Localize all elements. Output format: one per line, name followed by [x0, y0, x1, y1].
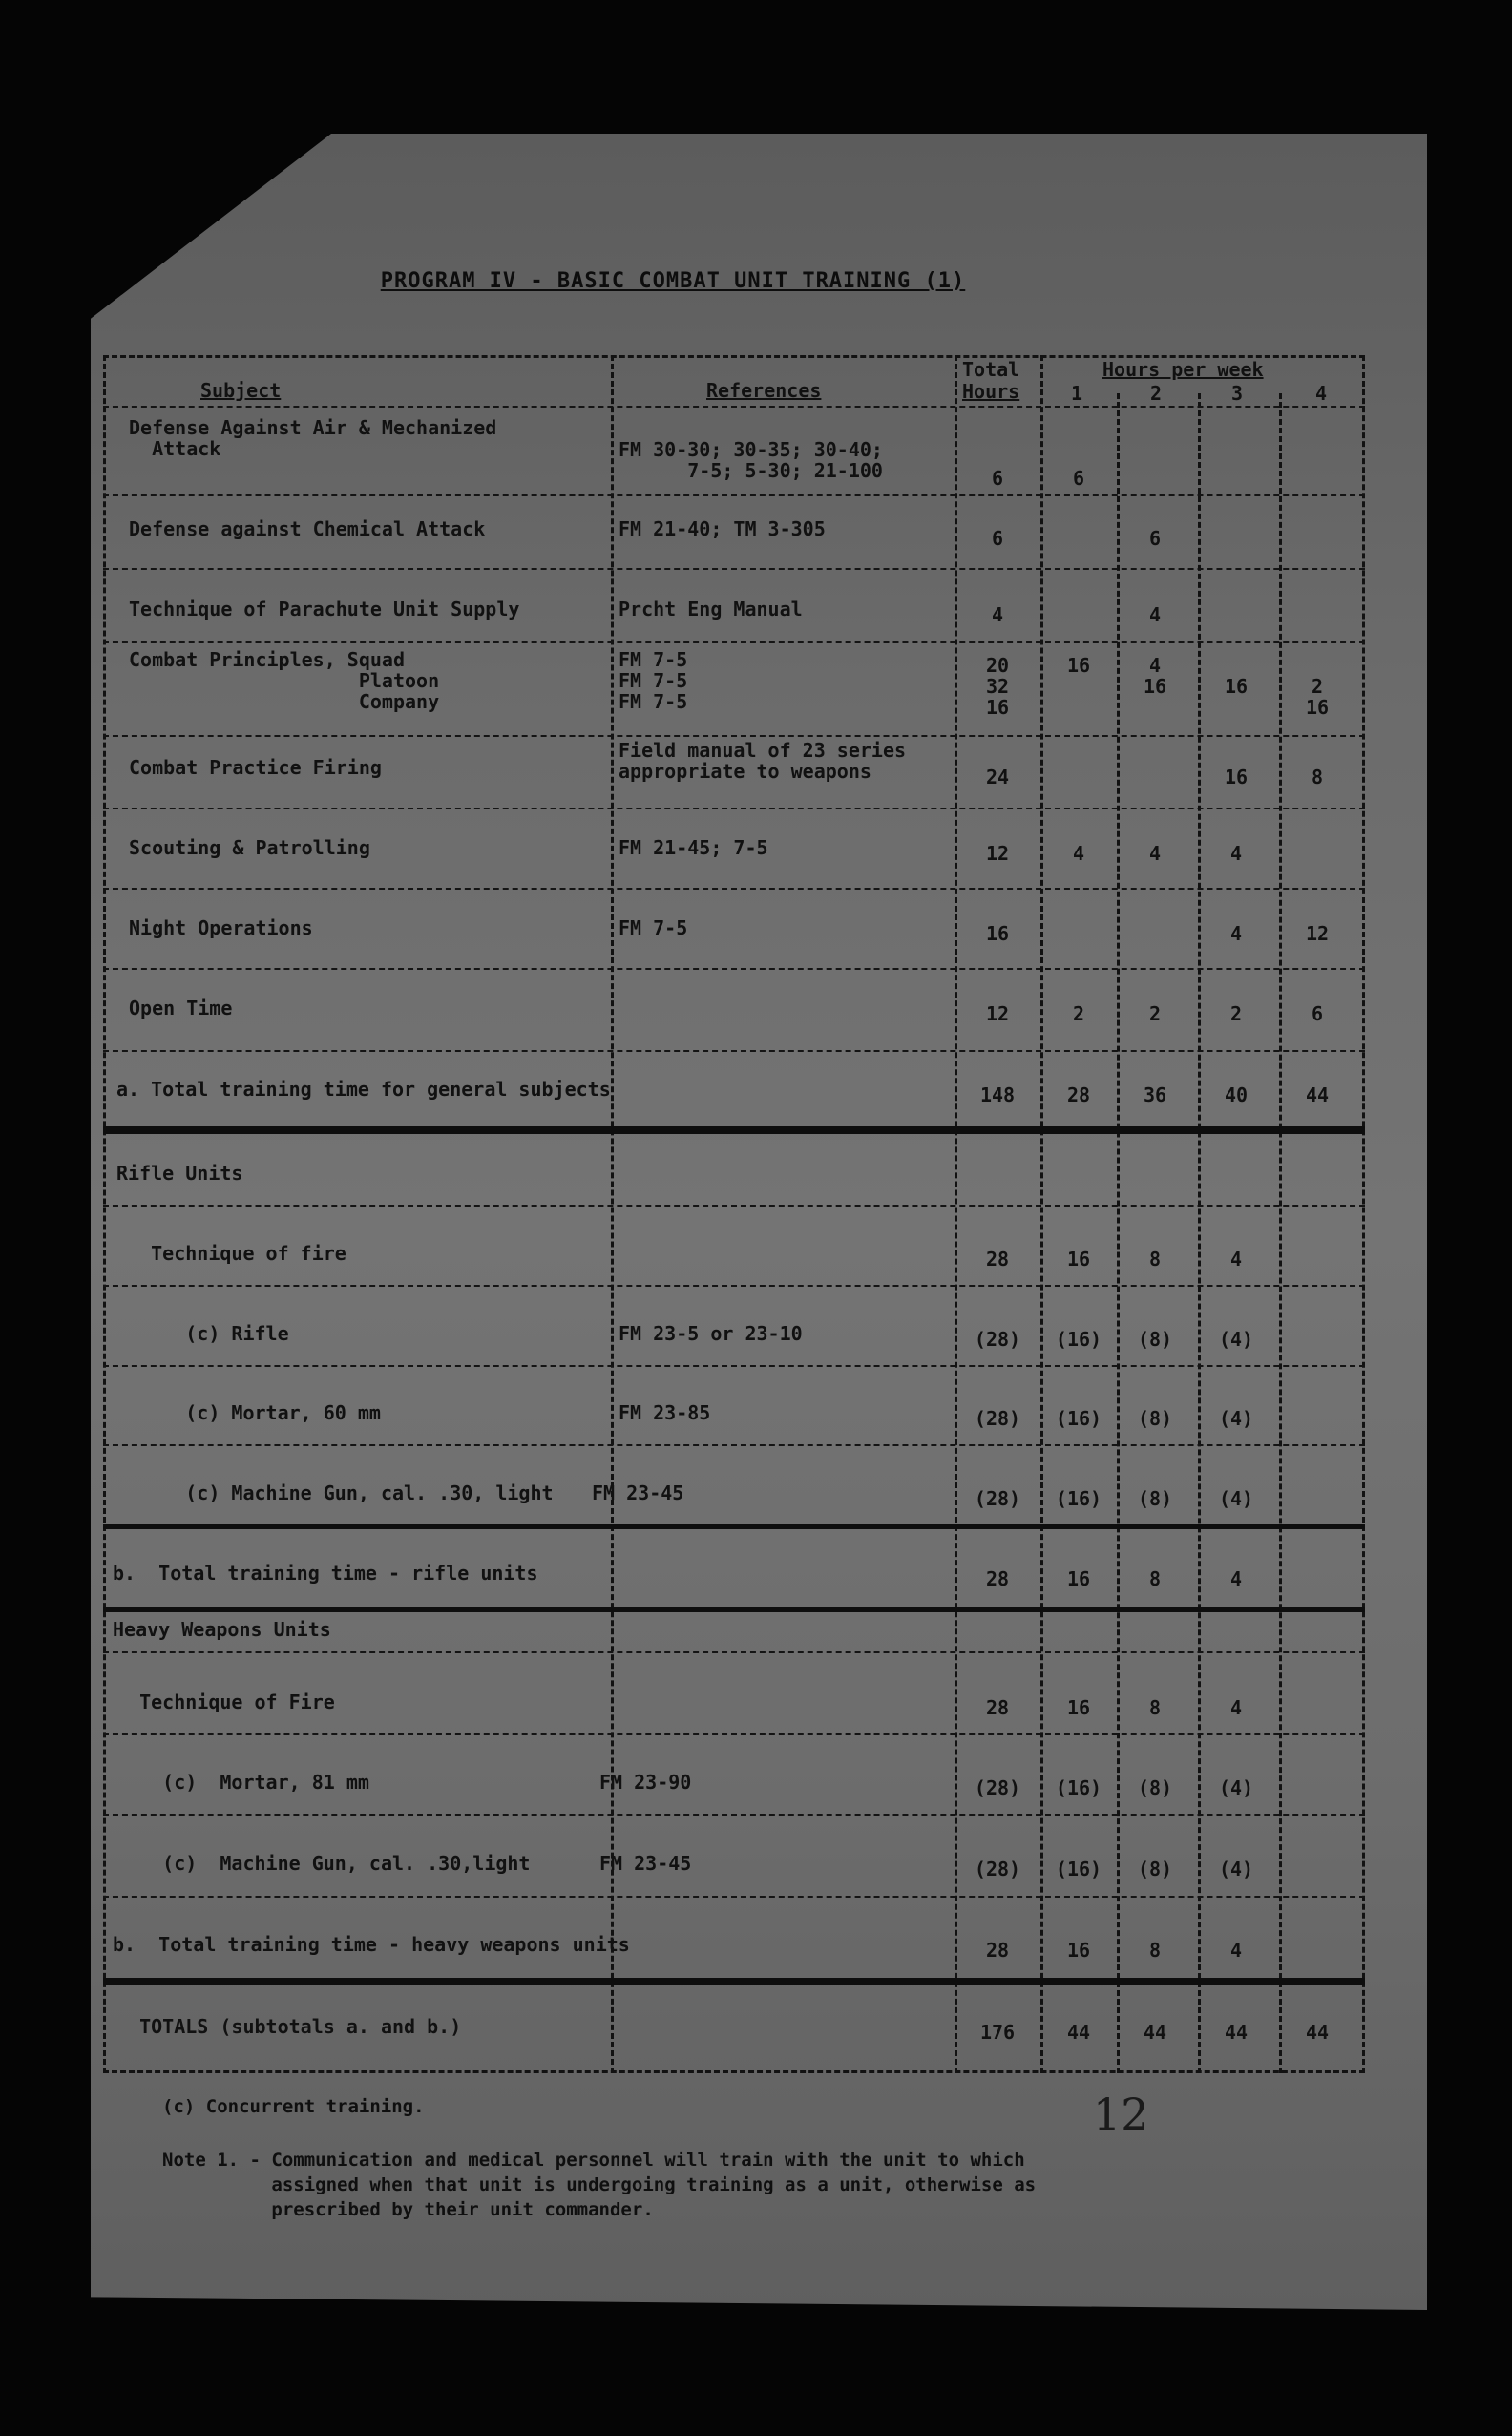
row-subject: (c) Rifle — [116, 1322, 289, 1345]
row-subject: (c) Mortar, 60 mm — [116, 1401, 381, 1424]
handwritten-page-mark: 12 — [1093, 2089, 1149, 2140]
row-subject: Heavy Weapons Units — [113, 1618, 331, 1641]
row-divider-solid — [103, 1524, 1365, 1529]
row-total: 12 — [985, 1002, 1010, 1025]
row-week-4: 44 — [1305, 1083, 1330, 1106]
row-total: (28) — [974, 1407, 1021, 1430]
col-divider-week — [1040, 355, 1043, 2073]
row-total: 24 — [985, 766, 1010, 788]
col-divider-week — [1198, 393, 1201, 2073]
row-divider — [103, 968, 1365, 970]
row-subject: b. Total training time - heavy weapons units — [113, 1933, 630, 1956]
row-divider — [103, 888, 1365, 890]
row-week-3: (4) — [1218, 1776, 1254, 1799]
row-divider — [103, 1814, 1365, 1816]
row-total: (28) — [974, 1776, 1021, 1799]
row-reference: FM 21-40; TM 3-305 — [619, 517, 826, 540]
row-total: 4 — [991, 603, 1004, 626]
row-reference: Field manual of 23 series appropriate to weapons — [619, 739, 907, 783]
row-week-1: 16 — [1066, 1939, 1091, 1962]
row-divider — [103, 1444, 1365, 1446]
page-title: PROGRAM IV - BASIC COMBAT UNIT TRAINING (1) — [380, 269, 966, 293]
row-week-2: 4 — [1148, 603, 1162, 626]
row-week-2: 6 — [1148, 527, 1162, 550]
row-reference: FM 21-45; 7-5 — [619, 836, 768, 859]
row-week-4: 8 — [1311, 766, 1324, 788]
row-week-3: 4 — [1229, 1696, 1243, 1719]
row-week-1: (16) — [1055, 1487, 1102, 1510]
row-week-3: (4) — [1218, 1328, 1254, 1351]
row-week-1: (16) — [1055, 1858, 1102, 1880]
row-reference: Prcht Eng Manual — [619, 598, 803, 620]
header-week-2: 2 — [1150, 382, 1163, 405]
row-total: 20 32 16 — [985, 654, 1010, 719]
row-week-2: (8) — [1137, 1858, 1173, 1880]
row-week-1: 28 — [1066, 1083, 1091, 1106]
row-reference: FM 23-90 — [599, 1771, 692, 1794]
row-week-1: (16) — [1055, 1328, 1102, 1351]
header-total-line1: Total — [962, 358, 1020, 381]
row-week-2: 8 — [1148, 1696, 1162, 1719]
row-divider — [103, 1365, 1365, 1367]
row-subject: Scouting & Patrolling — [129, 836, 370, 859]
row-divider-thick — [103, 1126, 1365, 1134]
row-week-2: 4 16 — [1143, 654, 1167, 698]
row-subject: Technique of fire — [116, 1242, 346, 1265]
row-divider — [103, 808, 1365, 809]
header-references: References — [706, 379, 822, 402]
row-subject: Rifle Units — [116, 1162, 243, 1185]
row-week-1: 16 — [1066, 1696, 1091, 1719]
row-week-2: 4 — [1148, 842, 1162, 865]
header-week-4: 4 — [1315, 382, 1328, 405]
row-week-2: (8) — [1137, 1776, 1173, 1799]
row-total: 28 — [985, 1939, 1010, 1962]
row-week-1: 2 — [1072, 1002, 1085, 1025]
header-week-3: 3 — [1231, 382, 1244, 405]
row-week-4: 44 — [1305, 2021, 1330, 2044]
row-week-1: 16 — [1066, 1248, 1091, 1270]
row-reference: FM 7-5 — [619, 916, 688, 939]
row-divider — [103, 1733, 1365, 1735]
row-week-1: 16 — [1066, 1567, 1091, 1590]
row-week-3: 4 — [1229, 1248, 1243, 1270]
row-subject: Defense Against Air & Mechanized Attack — [129, 416, 497, 460]
col-divider-week — [1117, 393, 1120, 2073]
row-week-2: 36 — [1143, 1083, 1167, 1106]
row-subject: Combat Principles, Squad Platoon Company — [129, 648, 440, 713]
row-subject: (c) Machine Gun, cal. .30, light — [116, 1481, 554, 1504]
row-reference: FM 23-45 — [592, 1481, 684, 1504]
row-subject: a. Total training time for general subjects — [116, 1078, 611, 1101]
header-total-line2: Hours — [962, 380, 1020, 403]
row-subject: Open Time — [129, 997, 233, 1019]
row-total: 6 — [991, 467, 1004, 490]
row-week-2: 8 — [1148, 1939, 1162, 1962]
row-week-2: (8) — [1137, 1487, 1173, 1510]
row-divider-thick — [103, 1978, 1365, 1985]
row-week-3: 4 — [1229, 922, 1243, 945]
row-subject: Defense against Chemical Attack — [129, 517, 486, 540]
row-divider — [103, 568, 1365, 570]
row-week-3: 16 — [1224, 766, 1249, 788]
row-week-2: 44 — [1143, 2021, 1167, 2044]
row-total: 6 — [991, 527, 1004, 550]
row-total: 148 — [979, 1083, 1016, 1106]
row-week-3: (4) — [1218, 1407, 1254, 1430]
header-week-1: 1 — [1071, 382, 1083, 405]
row-total: 176 — [979, 2021, 1016, 2044]
row-divider — [103, 406, 1365, 408]
row-week-1: (16) — [1055, 1407, 1102, 1430]
row-total: (28) — [974, 1487, 1021, 1510]
col-divider-week — [1279, 393, 1282, 2073]
row-divider — [103, 1285, 1365, 1287]
row-divider — [103, 1205, 1365, 1207]
row-week-3: (4) — [1218, 1858, 1254, 1880]
row-week-1: 16 — [1066, 654, 1091, 677]
row-subject: (c) Machine Gun, cal. .30,light — [116, 1852, 531, 1875]
row-week-2: 2 — [1148, 1002, 1162, 1025]
header-subject: Subject — [200, 379, 282, 402]
row-week-2: 8 — [1148, 1248, 1162, 1270]
row-subject-totals: TOTALS (subtotals a. and b.) — [116, 2015, 462, 2038]
row-week-4: 2 16 — [1305, 675, 1330, 719]
row-week-3: 44 — [1224, 2021, 1249, 2044]
row-divider — [103, 1050, 1365, 1052]
row-reference: FM 23-5 or 23-10 — [619, 1322, 803, 1345]
row-week-2: (8) — [1137, 1328, 1173, 1351]
row-subject: Night Operations — [129, 916, 313, 939]
row-week-3: 2 — [1229, 1002, 1243, 1025]
row-total: 28 — [985, 1248, 1010, 1270]
row-divider — [103, 1651, 1365, 1653]
row-week-3: 4 — [1229, 1939, 1243, 1962]
row-week-1: 44 — [1066, 2021, 1091, 2044]
row-week-1: (16) — [1055, 1776, 1102, 1799]
row-subject: b. Total training time - rifle units — [113, 1562, 538, 1585]
row-reference: FM 30-30; 30-35; 30-40; 7-5; 5-30; 21-100 — [619, 438, 883, 482]
row-divider — [103, 735, 1365, 737]
row-total: 28 — [985, 1696, 1010, 1719]
row-week-3: 16 — [1224, 675, 1249, 698]
row-total: 16 — [985, 922, 1010, 945]
row-week-1: 4 — [1072, 842, 1085, 865]
row-subject: (c) Mortar, 81 mm — [116, 1771, 369, 1794]
row-week-2: (8) — [1137, 1407, 1173, 1430]
row-week-4: 6 — [1311, 1002, 1324, 1025]
col-divider-total — [955, 355, 957, 2073]
row-week-4: 12 — [1305, 922, 1330, 945]
row-total: 12 — [985, 842, 1010, 865]
footnote-concurrent: (c) Concurrent training. — [162, 2096, 425, 2117]
row-divider-solid — [103, 1607, 1365, 1612]
note-1: Note 1. - Communication and medical personnel will train with the unit to which assigned when that unit is undergoing training as a unit, otherwise as prescribed by their unit commander. — [162, 2150, 1037, 2220]
row-subject: Technique of Parachute Unit Supply — [129, 598, 520, 620]
row-subject: Technique of Fire — [116, 1690, 335, 1713]
row-week-1: 6 — [1072, 467, 1085, 490]
row-reference: FM 23-45 — [599, 1852, 692, 1875]
row-week-3: 4 — [1229, 842, 1243, 865]
header-hours-per-week: Hours per week — [1102, 358, 1264, 381]
row-subject: Combat Practice Firing — [129, 756, 382, 779]
row-reference: FM 7-5 FM 7-5 FM 7-5 — [619, 648, 688, 713]
row-week-3: 40 — [1224, 1083, 1249, 1106]
row-total: (28) — [974, 1328, 1021, 1351]
row-divider — [103, 641, 1365, 643]
row-week-3: (4) — [1218, 1487, 1254, 1510]
row-divider — [103, 494, 1365, 496]
row-total: (28) — [974, 1858, 1021, 1880]
row-week-3: 4 — [1229, 1567, 1243, 1590]
row-divider — [103, 1896, 1365, 1898]
row-total: 28 — [985, 1567, 1010, 1590]
row-reference: FM 23-85 — [619, 1401, 711, 1424]
col-divider-ref — [611, 355, 614, 2073]
row-week-2: 8 — [1148, 1567, 1162, 1590]
